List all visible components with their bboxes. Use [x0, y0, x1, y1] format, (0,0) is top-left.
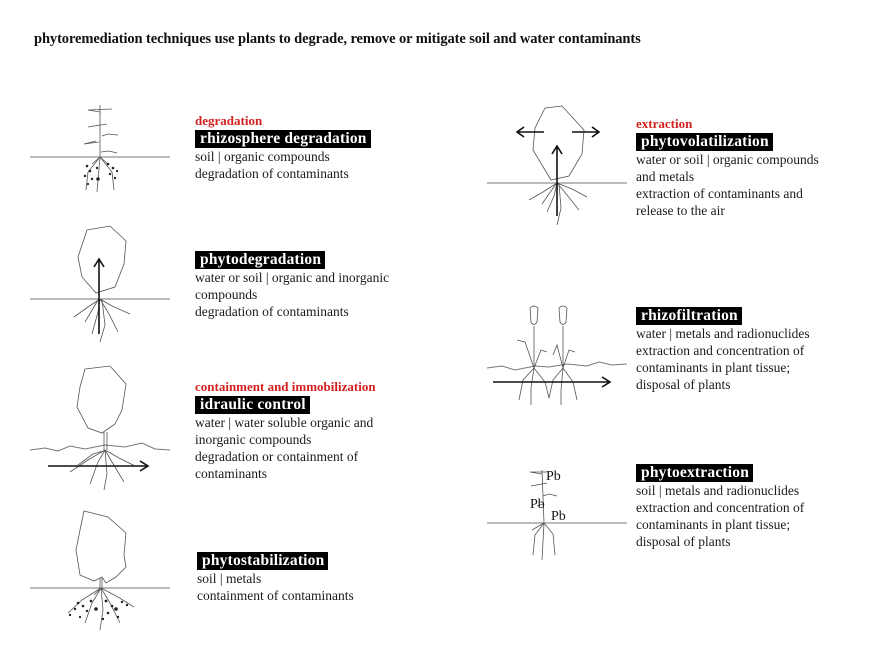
- category-label: containment and immobilization: [195, 379, 376, 394]
- description-line: disposal of plants: [636, 534, 731, 549]
- technique-label: phytodegradation: [195, 251, 325, 269]
- category-label: extraction: [636, 116, 693, 131]
- tree-with-horizontal-water-flow-icon: [30, 362, 180, 492]
- page-title: phytoremediation techniques use plants to degrade, remove or mitigate soil and water contaminants: [34, 31, 641, 47]
- description-line: and metals: [636, 169, 695, 184]
- technique-label: rhizofiltration: [636, 307, 742, 325]
- description-line: degradation of contaminants: [195, 166, 349, 181]
- description-line: contaminants in plant tissue;: [636, 360, 791, 375]
- technique-description: [195, 414, 376, 482]
- description-line: release to the air: [636, 203, 725, 218]
- technique-label: phytostabilization: [197, 552, 328, 570]
- description-line: extraction and concentration of: [636, 343, 805, 358]
- description-line: water | metals and radionuclides: [636, 326, 810, 341]
- plant-accumulating-lead-icon: [487, 460, 637, 565]
- technique-description: [195, 269, 389, 320]
- technique-description: [636, 325, 810, 393]
- description-line: soil | organic compounds: [195, 149, 330, 164]
- technique-description: [197, 570, 354, 604]
- description-line: compounds: [195, 287, 258, 302]
- small-plant-with-root-particles-icon: [30, 100, 180, 195]
- technique-label: rhizosphere degradation: [195, 130, 371, 148]
- description-line: inorganic compounds: [195, 432, 312, 447]
- description-line: disposal of plants: [636, 377, 731, 392]
- reeds-in-water-flow-icon: [487, 300, 637, 415]
- description-line: soil | metals: [197, 571, 262, 586]
- lead-annotation: Pb: [551, 509, 566, 524]
- lead-annotation: Pb: [546, 469, 561, 484]
- technique-label: idraulic control: [195, 396, 310, 414]
- description-line: contaminants in plant tissue;: [636, 517, 791, 532]
- technique-label: phytovolatilization: [636, 133, 773, 151]
- description-line: degradation or containment of: [195, 449, 359, 464]
- technique-description: [636, 482, 804, 550]
- technique-description: [195, 148, 371, 182]
- description-line: water | water soluble organic and: [195, 415, 374, 430]
- tree-with-upward-arrow-icon: [30, 222, 180, 347]
- category-label: degradation: [195, 113, 263, 128]
- description-line: degradation of contaminants: [195, 304, 349, 319]
- description-line: contaminants: [195, 466, 267, 481]
- description-line: soil | metals and radionuclides: [636, 483, 800, 498]
- tree-with-upward-and-outward-arrows-icon: [487, 100, 637, 230]
- lead-annotation: Pb: [530, 497, 545, 512]
- description-line: water or soil | organic and inorganic: [195, 270, 390, 285]
- tree-with-root-particles-icon: [30, 505, 180, 635]
- description-line: containment of contaminants: [197, 588, 354, 603]
- description-line: water or soil | organic compounds: [636, 152, 819, 167]
- technique-description: [636, 151, 819, 219]
- technique-label: phytoextraction: [636, 464, 753, 482]
- description-line: extraction and concentration of: [636, 500, 805, 515]
- description-line: extraction of contaminants and: [636, 186, 803, 201]
